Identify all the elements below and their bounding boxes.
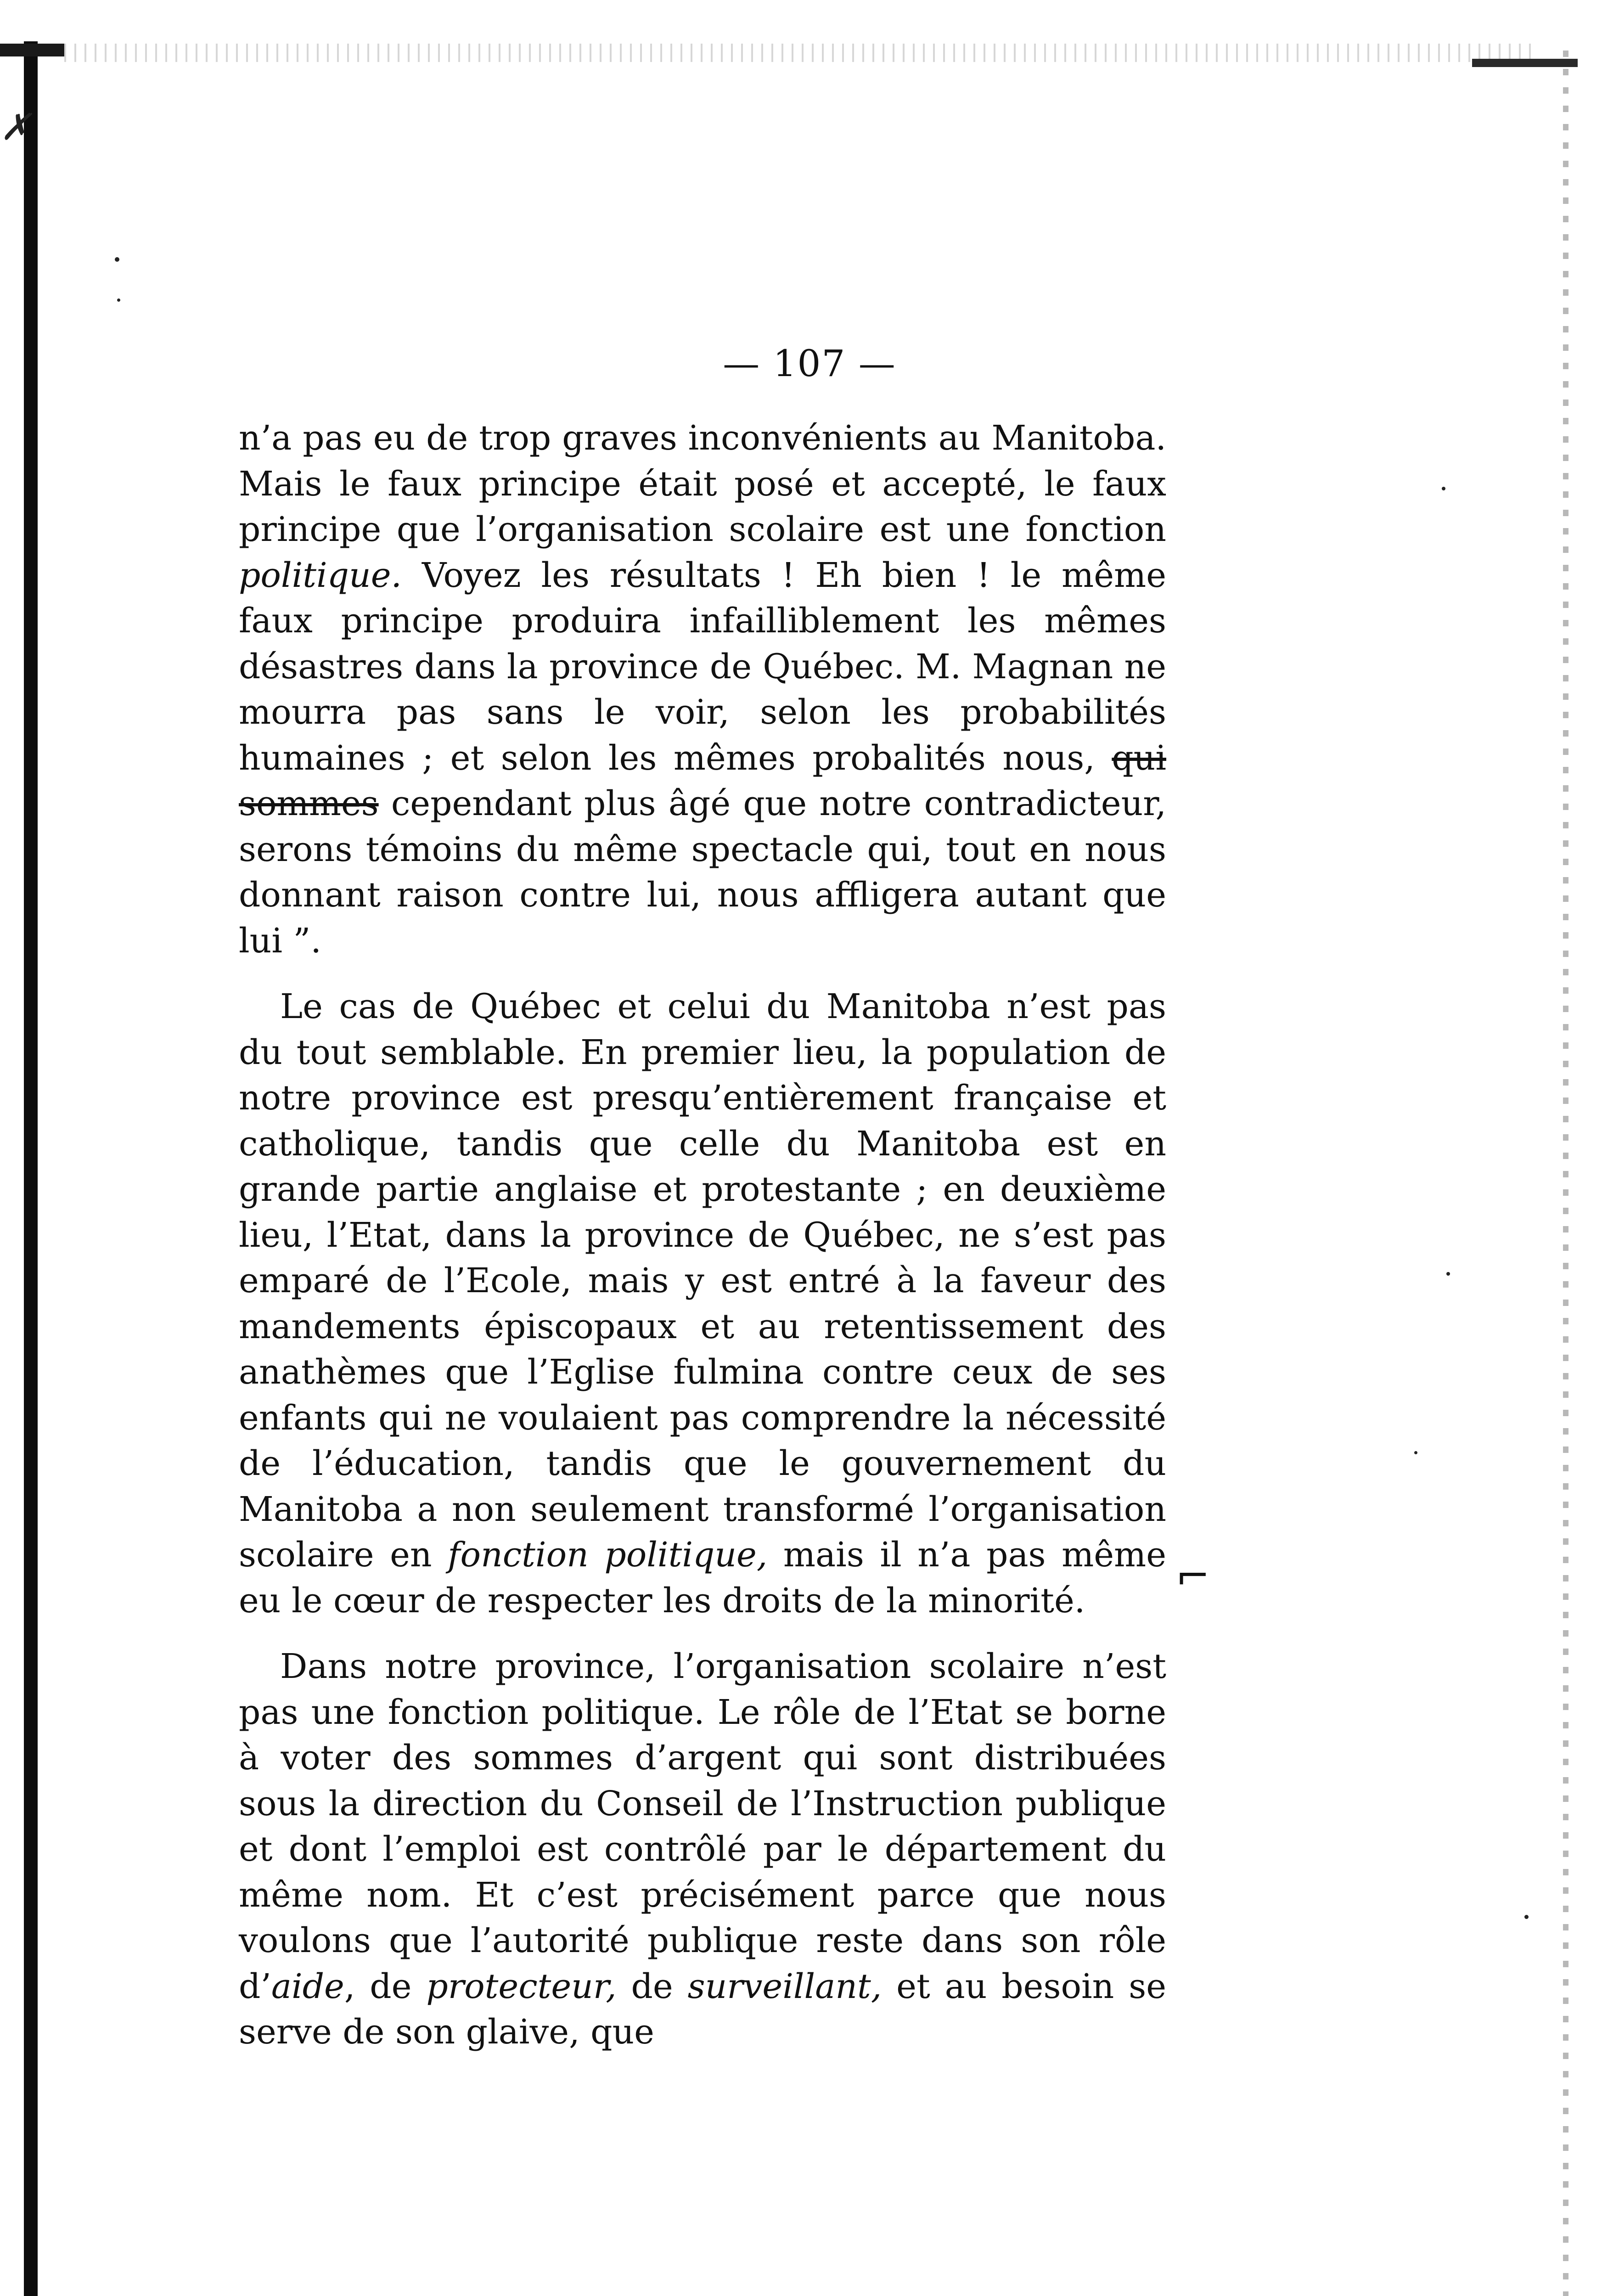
scan-speck — [1446, 1272, 1450, 1276]
margin-handwritten-mark: ⌐ — [1175, 1552, 1210, 1600]
italic-text-run: surveillant, — [687, 1966, 882, 2006]
corner-handwritten-mark: ✗ — [0, 106, 31, 148]
body-paragraph — [239, 984, 1166, 1624]
scan-speck — [115, 257, 119, 262]
scan-speck — [1414, 1451, 1417, 1454]
scan-speck — [1524, 1915, 1529, 1919]
italic-text-run: protecteur, — [426, 1966, 617, 2006]
text-run: mais il n’a pas même eu le cœur de respecter les droits de la minorité. — [239, 1535, 1166, 1621]
scan-top-edge-noise — [64, 44, 1534, 62]
text-run: Dans notre province, l’organisation scolaire n’est pas une fonction politique. Le rôle de l’Etat se borne à voter des sommes d’argent qui sont distribuées sous la direction du Conseil de l’Instruction publique et dont l’emploi est contrôlé par le département du même nom. Et c’est précisément parce que nous voulons que l’autorité publique reste dans son rôle d’ — [239, 1647, 1166, 2006]
text-run: Le cas de Québec et celui du Manitoba n’est pas du tout semblable. En premier lieu, la population de notre province est presqu’entièrement française et catholique, tandis que celle du Manitoba est en grande partie anglaise et protestante ; en deuxième lieu, l’Etat, dans la province de Québec, ne s’est pas emparé de l’Ecole, mais y est entré à la faveur des mandements épiscopaux et au retentissement des anathèmes que l’Eglise fulmina contre ceux de ses enfants qui ne voulaient pas comprendre la nécessité de l’éducation, tandis que le gouvernement du Manitoba a non seulement transformé l’organisation scolaire en — [239, 987, 1166, 1575]
body-paragraph — [239, 416, 1166, 964]
italic-text-run: aide — [271, 1966, 344, 2006]
text-run: Voyez les résultats ! Eh bien ! le même faux principe produira infailliblement les mêmes désastres dans la province de Québec. M. Magnan ne mourra pas sans le voir, selon les probabilités humaines ; et selon les mêmes probalités nous, — [239, 555, 1166, 778]
text-run: cependant plus âgé que notre contradicteur, serons témoins du même spectacle qui, tout en nous donnant raison contre lui, nous affligera autant que lui ”. — [239, 784, 1166, 961]
italic-text-run: politique. — [239, 555, 402, 595]
body-paragraph — [239, 1644, 1166, 2055]
text-body — [239, 416, 1166, 2076]
text-run: , de — [344, 1966, 427, 2006]
text-run: de — [616, 1966, 688, 2006]
text-run: n’a pas eu de trop graves inconvénients au Manitoba. Mais le faux principe était posé et accepté, le faux principe que l’organisation scolaire est une fonction — [239, 418, 1166, 549]
scan-right-edge-noise — [1563, 51, 1568, 2296]
italic-text-run: fonction politique, — [448, 1535, 768, 1575]
struck-text-run: qui sommes — [239, 738, 1166, 823]
scan-speck — [1442, 487, 1445, 490]
text-run: et au besoin se serve de son glaive, que — [239, 1966, 1167, 2052]
scan-speck — [117, 298, 120, 302]
scan-right-edge-top — [1472, 59, 1578, 67]
page-number: — 107 — — [723, 342, 896, 385]
page-binding-edge-top — [0, 44, 64, 56]
